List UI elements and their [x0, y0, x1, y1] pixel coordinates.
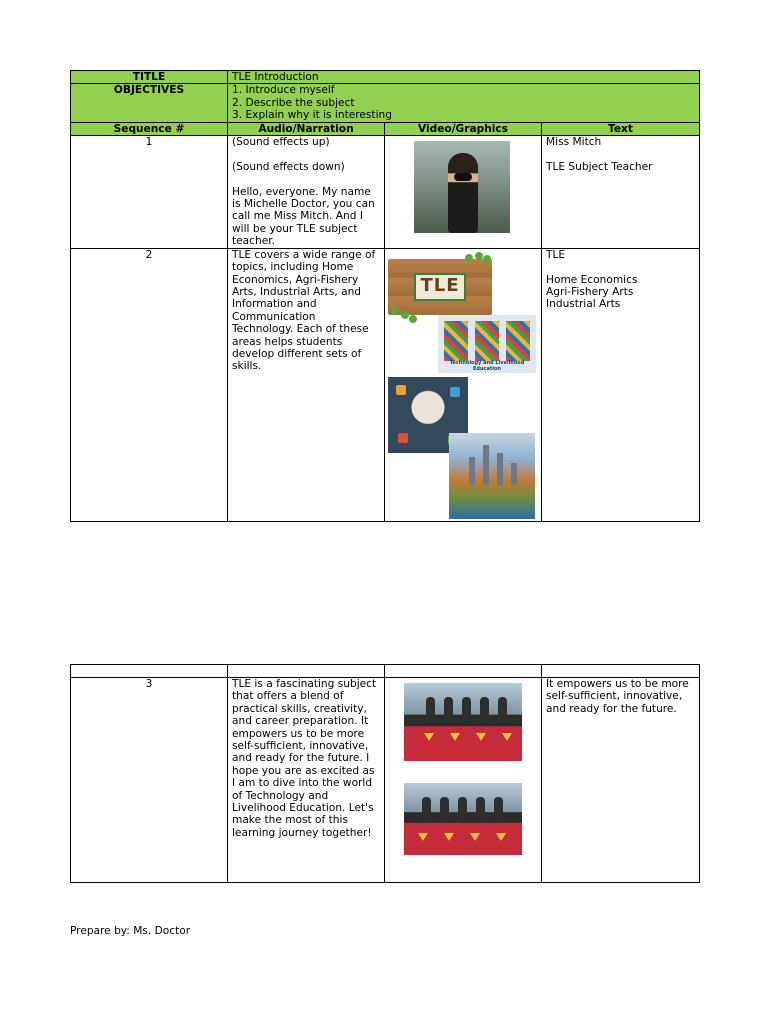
- empty-header-row: [71, 665, 700, 678]
- tle-logo-graphic: [438, 315, 536, 373]
- leaf-decoration: [401, 311, 409, 319]
- objective-item: 3. Explain why it is interesting: [232, 109, 392, 122]
- column-header-sequence: Sequence #: [71, 122, 228, 135]
- person: [480, 697, 489, 723]
- collage-tile: [396, 385, 406, 395]
- teacher-photo: [414, 141, 510, 233]
- screen-text: Miss Mitch TLE Subject Teacher: [542, 136, 700, 249]
- objective-item: 2. Describe the subject: [232, 96, 355, 109]
- leaf-decoration: [465, 254, 473, 262]
- person: [462, 697, 471, 723]
- objective-item: 1. Introduce myself: [232, 84, 335, 97]
- tower: [483, 445, 489, 485]
- title-label: TITLE: [71, 71, 228, 84]
- title-row: [71, 71, 700, 84]
- tower: [511, 463, 517, 485]
- face-mask: [454, 173, 472, 181]
- bunting-flag: [418, 833, 428, 841]
- video-graphics-cell: [385, 248, 542, 521]
- bunting-flag: [470, 833, 480, 841]
- sequence-number: 1: [71, 136, 228, 249]
- empty-cell: [71, 665, 228, 678]
- objectives-label: OBJECTIVES: [71, 84, 228, 122]
- tower: [497, 453, 503, 485]
- leaf-decoration: [475, 252, 483, 260]
- empty-cell: [228, 665, 385, 678]
- person: [422, 797, 431, 823]
- leaf-decoration: [409, 315, 417, 323]
- logo-letter-e: [506, 321, 530, 361]
- event-photo: [404, 783, 522, 855]
- tower: [469, 457, 475, 485]
- table-row: [71, 248, 700, 521]
- storyboard-table-page-1: [70, 70, 700, 522]
- leaf-decoration: [483, 255, 491, 263]
- objectives-list: [228, 84, 700, 122]
- collage-tile: [450, 387, 460, 397]
- person: [476, 797, 485, 823]
- column-header-video: Video/Graphics: [385, 122, 542, 135]
- logo-letter-l: [475, 321, 499, 361]
- video-graphics-cell: [385, 678, 542, 883]
- empty-cell: [385, 665, 542, 678]
- person: [426, 697, 435, 723]
- sequence-number: 2: [71, 248, 228, 521]
- bunting-flag: [476, 733, 486, 741]
- bunting-flag: [502, 733, 512, 741]
- logo-letter-t: [444, 321, 468, 361]
- teacher-figure: [448, 153, 478, 233]
- video-graphics-cell: [385, 136, 542, 249]
- logo-caption: Technology and Livelihood Education: [449, 359, 525, 372]
- collage-tile: [398, 433, 408, 443]
- audio-narration: (Sound effects up) (Sound effects down) Hello, everyone. My name is Michelle Doctor, you can call me Miss Mitch. And I will be your TLE subject teacher.: [228, 136, 385, 249]
- person: [458, 797, 467, 823]
- empty-cell: [542, 665, 700, 678]
- sequence-number: 3: [71, 678, 228, 883]
- bunting-flag: [424, 733, 434, 741]
- screen-text: It empowers us to be more self-sufficient, innovative, and ready for the future.: [542, 678, 700, 883]
- objectives-row: [71, 84, 700, 122]
- prepared-by-note: Prepare by: Ms. Doctor: [70, 925, 191, 937]
- person: [494, 797, 503, 823]
- audio-narration: TLE covers a wide range of topics, including Home Economics, Agri-Fishery Arts, Industrial Arts, and Information and Communication Technology. Each of these areas helps students develop different sets of skills.: [228, 248, 385, 521]
- column-header-audio: Audio/Narration: [228, 122, 385, 135]
- bunting-flag: [444, 833, 454, 841]
- event-photo: [404, 683, 522, 761]
- leaf-decoration: [391, 307, 399, 315]
- bunting-flag: [496, 833, 506, 841]
- person: [444, 697, 453, 723]
- column-header-text: Text: [542, 122, 700, 135]
- city-island-graphic: [449, 433, 535, 519]
- table-row: [71, 136, 700, 249]
- person: [440, 797, 449, 823]
- tle-wood-sign-graphic: [388, 259, 492, 315]
- title-value: TLE Introduction: [228, 71, 700, 84]
- storyboard-table-page-2: [70, 664, 700, 883]
- bunting-flag: [450, 733, 460, 741]
- screen-text: TLE Home Economics Agri-Fishery Arts Industrial Arts: [542, 248, 700, 521]
- person: [498, 697, 507, 723]
- column-header-row: [71, 122, 700, 135]
- audio-narration: TLE is a fascinating subject that offers a blend of practical skills, creativity, and career preparation. It empowers us to be more self-sufficient, innovative, and ready for the future. I hope you are as excited as I am to dive into the world of Technology and Livelihood Education. Let's make the most of this learning journey together!: [228, 678, 385, 883]
- wood-sign-text: TLE: [414, 273, 466, 301]
- table-row: [71, 678, 700, 883]
